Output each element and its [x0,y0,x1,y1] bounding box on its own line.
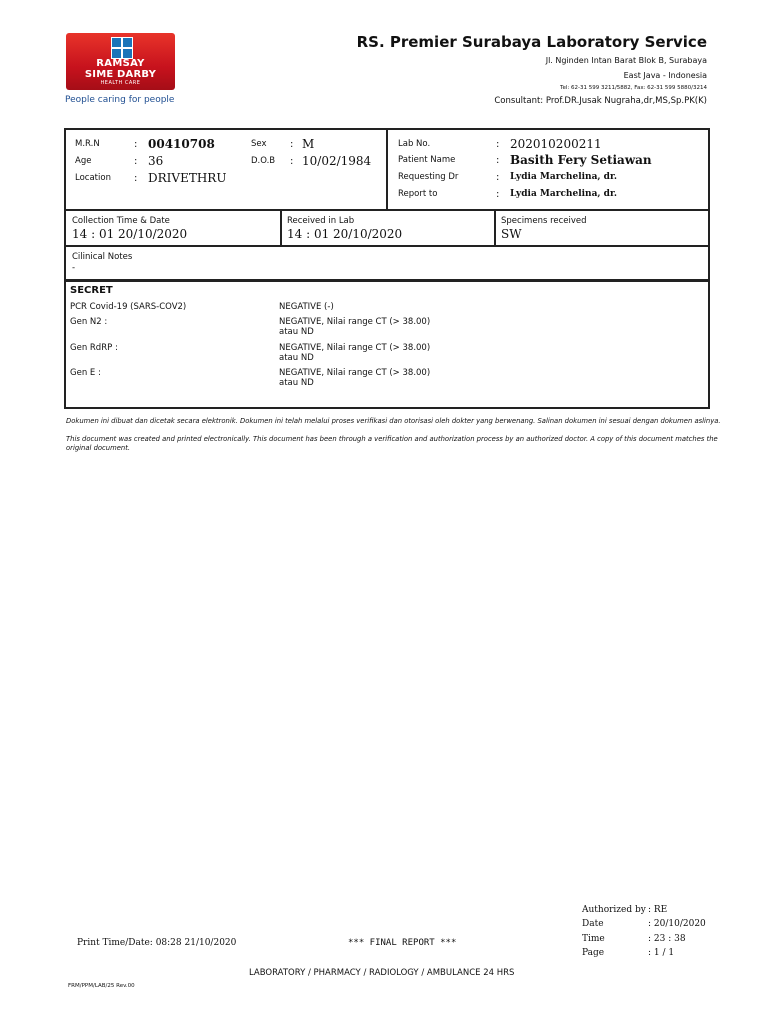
specimen-label: Specimens received [501,216,587,226]
test-result-note: atau ND [279,353,314,363]
requesting-dr-label: Requesting Dr [398,172,459,182]
colon: : [290,139,294,150]
print-time: Print Time/Date: 08:28 21/10/2020 [77,938,237,948]
phone-fax: Tel: 62-31 599 3211/5882, Fax: 62-31 599 5880/3214 [560,85,707,91]
labno-value: 202010200211 [510,137,602,151]
departments-line: LABORATORY / PHARMACY / RADIOLOGY / AMBULANCE 24 HRS [249,968,515,978]
logo-text-sime-darby: SIME DARBY [84,69,157,80]
test-result: NEGATIVE (-) [279,302,334,312]
disclaimer-indonesian: Dokumen ini dibuat dan dicetak secara elektronik. Dokumen ini telah melalui proses verifikasi dan otorisasi oleh dokter yang berwenang. Salinan dokumen ini sesuai dengan dokumen aslinya. [66,417,721,425]
colon: : [290,156,294,167]
report-to-label: Report to [398,189,438,199]
mrn-label: M.R.N [75,139,100,149]
lab-title: RS. Premier Surabaya Laboratory Service [356,33,707,51]
logo-text-health-care: HEALTH CARE [100,80,141,86]
dob-label: D.O.B [251,156,276,166]
clinical-notes-label: Cilinical Notes [72,252,133,262]
cross-grid-icon [111,37,133,59]
address-line-1: Jl. Nginden Intan Barat Blok B, Surabaya [545,56,707,65]
mrn-value: 00410708 [148,137,215,151]
colon: : [134,173,138,184]
form-code: FRM/PPM/LAB/25 Rev.00 [68,983,135,989]
requesting-dr-value: Lydia Marchelina, dr. [510,172,618,182]
location-value: DRIVETHRU [148,171,227,185]
time-value: : 23 : 38 [648,934,686,944]
page-value: : 1 / 1 [648,948,675,958]
authorized-by-value: : RE [648,905,668,915]
location-label: Location [75,173,111,183]
specimen-value: SW [501,227,522,241]
date-value: : 20/10/2020 [648,919,706,929]
age-label: Age [75,156,92,166]
colon: : [134,139,138,150]
test-name: Gen E : [70,368,101,378]
logo-text-ramsay: RAMSAY [96,58,145,69]
report-to-value: Lydia Marchelina, dr. [510,189,618,199]
colon: : [496,139,500,150]
date-label: Date [582,919,604,929]
colon: : [496,172,500,183]
test-result: NEGATIVE, Nilai range CT (> 38.00) [279,368,431,378]
test-result: NEGATIVE, Nilai range CT (> 38.00) [279,343,431,353]
test-name: Gen RdRP : [70,343,118,353]
patient-name-label: Patient Name [398,155,456,165]
consultant: Consultant: Prof.DR.Jusak Nugraha,dr,MS,Sp.PK(K) [494,96,707,106]
sex-label: Sex [251,139,267,149]
received-label: Received in Lab [287,216,355,226]
address-line-2: East Java - Indonesia [623,71,707,80]
colon: : [496,189,500,200]
logo-tagline: People caring for people [65,95,175,105]
test-result-note: atau ND [279,378,314,388]
final-report-label: *** FINAL REPORT *** [348,938,457,948]
test-name: Gen N2 : [70,317,108,327]
authorized-by-label: Authorized by [582,905,646,915]
received-value: 14 : 01 20/10/2020 [287,227,403,241]
test-name: PCR Covid-19 (SARS-COV2) [70,302,187,312]
patient-info-box [64,128,388,211]
labno-label: Lab No. [398,139,431,149]
age-value: 36 [148,154,164,168]
clinical-notes-value: - [72,263,76,273]
test-result: NEGATIVE, Nilai range CT (> 38.00) [279,317,431,327]
time-label: Time [582,934,605,944]
sex-value: M [302,137,315,151]
colon: : [134,156,138,167]
colon: : [496,155,500,166]
dob-value: 10/02/1984 [302,154,372,168]
results-section-title: SECRET [70,285,113,296]
disclaimer-english: This document was created and printed electronically. This document has been through a verification and authorization process by an authorized doctor. A copy of this document matches the original document. [66,435,718,452]
page-label: Page [582,948,605,958]
patient-name-value: Basith Fery Setiawan [510,153,652,167]
collection-value: 14 : 01 20/10/2020 [72,227,188,241]
test-result-note: atau ND [279,327,314,337]
clinical-notes-box [64,246,710,281]
collection-label: Collection Time & Date [72,216,170,226]
